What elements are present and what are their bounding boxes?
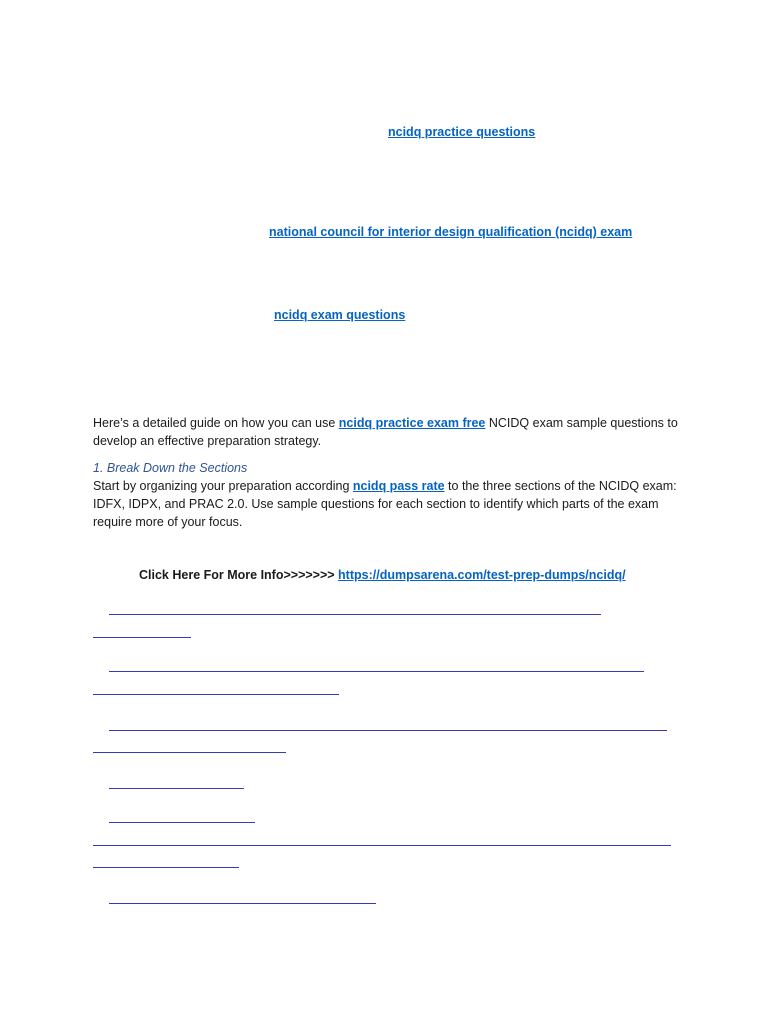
- intro-paragraph: [93, 414, 683, 450]
- intro-text-after: NCIDQ exam sample questions to develop an effective preparation strategy.: [93, 416, 678, 448]
- empty-link-underline[interactable]: [109, 614, 601, 615]
- empty-link-underline[interactable]: [109, 730, 667, 731]
- more-info-line: [139, 568, 626, 582]
- empty-link-underline[interactable]: [93, 694, 339, 695]
- empty-link-underline[interactable]: [93, 752, 286, 753]
- link-ncidq-exam-questions[interactable]: ncidq exam questions: [274, 308, 406, 322]
- section-paragraph: [93, 477, 683, 531]
- empty-link-underline[interactable]: [109, 822, 255, 823]
- empty-link-underline[interactable]: [109, 671, 644, 672]
- link-ncidq-practice-exam-free[interactable]: ncidq practice exam free: [338, 416, 486, 430]
- empty-link-underline[interactable]: [93, 845, 671, 846]
- empty-link-underline[interactable]: [93, 867, 239, 868]
- empty-link-underline[interactable]: [109, 788, 244, 789]
- more-info-label: Click Here For More Info>>>>>>>: [139, 568, 339, 582]
- empty-link-underline[interactable]: [93, 637, 191, 638]
- section-text-before: Start by organizing your preparation according: [93, 479, 353, 493]
- link-dumpsarena[interactable]: https://dumpsarena.com/test-prep-dumps/ncidq/: [338, 568, 626, 582]
- link-ncidq-practice-questions[interactable]: ncidq practice questions: [388, 125, 536, 139]
- link-national-council-exam[interactable]: national council for interior design qualification (ncidq) exam: [269, 225, 633, 239]
- empty-link-underline[interactable]: [109, 903, 376, 904]
- section-heading: 1. Break Down the Sections: [93, 461, 248, 475]
- link-ncidq-pass-rate[interactable]: ncidq pass rate: [352, 479, 445, 493]
- section-text-after: to the three sections of the NCIDQ exam: IDFX, IDPX, and PRAC 2.0. Use sample questions for each section to identify which parts of the exam require more of your focus.: [93, 479, 677, 529]
- intro-text-before: Here’s a detailed guide on how you can use: [93, 416, 339, 430]
